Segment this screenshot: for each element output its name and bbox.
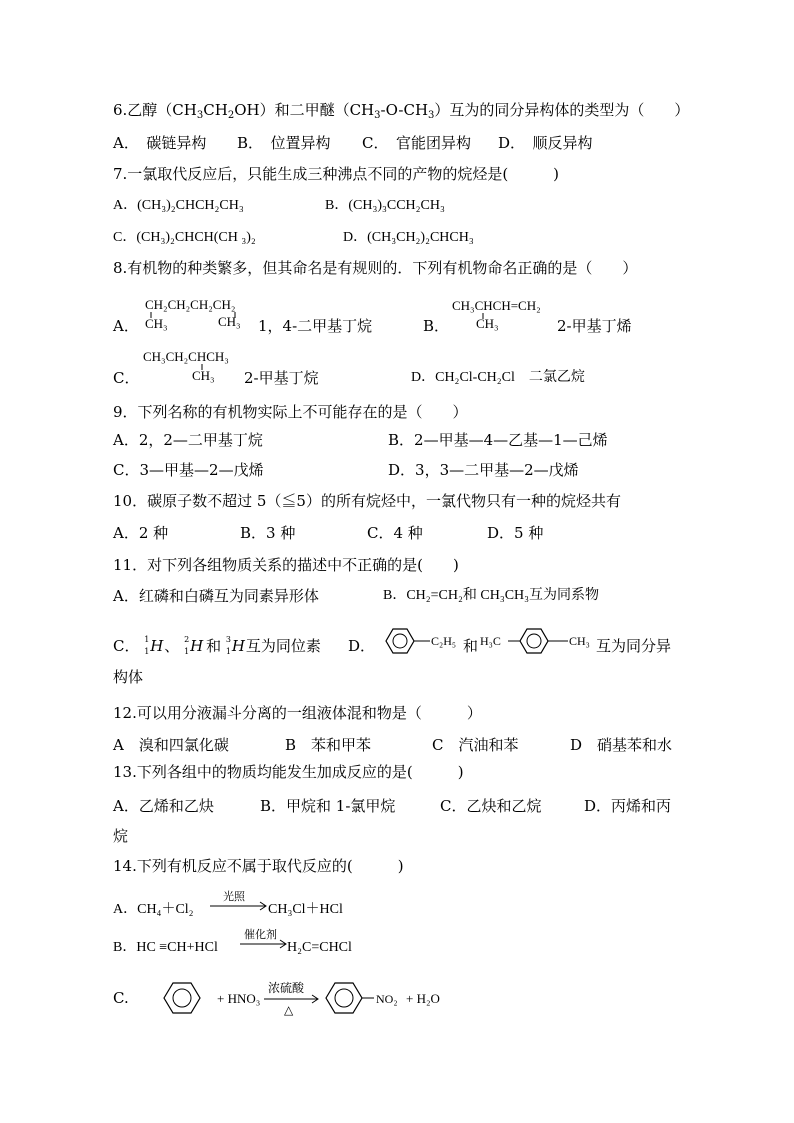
q7-stem: 7.一氯取代反应后，只能生成三种沸点不同的产物的烷烃是( ) bbox=[113, 165, 560, 183]
q9-option-d: D．3，3—二甲基—2—戊烯 bbox=[388, 461, 579, 479]
q8-stem: 8.有机物的种类繁多，但其命名是有规则的．下列有机物命名正确的是（ ） bbox=[113, 259, 638, 277]
q11-d-ethyl-label: C₂H₅ bbox=[431, 634, 457, 648]
q8-a-formula-sub1: CH₃ bbox=[145, 316, 168, 331]
q11-stem: 11．对下列各组物质关系的描述中不正确的是( ) bbox=[113, 556, 459, 574]
q11-d-xylene bbox=[480, 624, 600, 658]
q8-b-formula-main: CH₃CHCH=CH₂ bbox=[452, 298, 541, 313]
q11-d-tail: 互为同分异 bbox=[596, 637, 672, 655]
q6-option-a: A． 碳链异构 bbox=[113, 134, 207, 152]
q11-d-methyl-left: H₃C bbox=[480, 634, 501, 648]
q14-c-label: C. bbox=[113, 989, 129, 1007]
q14-b-condition: 催化剂 bbox=[244, 929, 277, 941]
q12-stem: 12.可以用分液漏斗分离的一组液体混和物是（ ） bbox=[113, 704, 482, 722]
q14-c-nitro: NO₂ bbox=[376, 992, 398, 1006]
q6-stem: 6.乙醇$(CH_3CH_2OH)$和二甲醚$(CH_3-O-CH_3)$互为的同分异构体的类型为（ ） bbox=[113, 101, 690, 121]
q8-a-structure bbox=[140, 294, 250, 334]
q6-option-b: B． 位置异构 bbox=[237, 134, 331, 152]
q8-a-label: A． bbox=[113, 317, 139, 335]
q14-c-reaction bbox=[160, 976, 460, 1026]
q7-option-c: C．(CH₃)₂CHCH(CH ₃)₂ bbox=[113, 230, 256, 245]
q12-option-c: C 汽油和苯 bbox=[432, 736, 519, 754]
q14-b-arrow bbox=[238, 926, 288, 956]
q11-d-and: 和 bbox=[463, 637, 479, 655]
q14-b-left: B．HC ≡CH+HCl bbox=[113, 940, 218, 955]
q11-c-isotope-3: 3 1 H bbox=[225, 635, 245, 656]
q8-a-formula-main: CH₂CH₂CH₂CH₂ bbox=[145, 297, 236, 312]
q13-option-a: A．乙烯和乙炔 bbox=[113, 797, 214, 815]
q8-c-label: C． bbox=[113, 369, 140, 387]
q6-option-c: C． 官能团异构 bbox=[362, 134, 471, 152]
q8-b-label: B． bbox=[423, 317, 450, 335]
q13-option-c: C．乙炔和乙烷 bbox=[440, 797, 542, 815]
q10-stem: 10．碳原子数不超过 5（≦5）的所有烷烃中，一氯代物只有一种的烷烃共有 bbox=[113, 492, 621, 510]
q8-a-formula-sub2: CH₃ bbox=[218, 314, 241, 329]
q14-b-right: H₂C=CHCl bbox=[287, 940, 352, 955]
q8-c-structure bbox=[140, 346, 250, 386]
q12-option-b: B 苯和甲苯 bbox=[285, 736, 372, 754]
q14-c-condition-top: 浓硫酸 bbox=[268, 981, 305, 995]
q13-option-b: B．甲烷和 1-氯甲烷 bbox=[260, 797, 396, 815]
q14-a-condition: 光照 bbox=[223, 891, 245, 903]
q8-b-structure bbox=[450, 294, 560, 334]
q12-option-d: D 硝基苯和水 bbox=[570, 736, 673, 754]
q11-option-c: C． 1 1 H、 2 1 H 和 3 1 H互为同位素 bbox=[113, 635, 321, 656]
q8-b-formula-sub: CH₃ bbox=[476, 316, 499, 331]
q9-option-c: C．3—甲基—2—戊烯 bbox=[113, 461, 264, 479]
q7-option-b: B．(CH₃)₃CCH₂CH₃ bbox=[325, 198, 445, 213]
q11-c-label: C． bbox=[113, 637, 140, 655]
q10-option-c: C．4 种 bbox=[367, 524, 423, 542]
q9-option-a: A．2，2—二甲基丁烷 bbox=[113, 431, 263, 449]
q12-option-a: A 溴和四氯化碳 bbox=[113, 736, 229, 754]
q14-c-water: + H₂O bbox=[406, 991, 440, 1006]
q14-a-arrow bbox=[208, 888, 268, 918]
q8-c-formula-sub: CH₃ bbox=[192, 368, 215, 383]
q11-option-b: B．CH₂=CH₂和 CH₃CH₃互为同系物 bbox=[383, 588, 600, 603]
q13-option-d-wrap: 烷 bbox=[113, 827, 129, 845]
q14-a-right: CH₃Cl＋HCl bbox=[268, 902, 343, 917]
q11-d-tail-wrap: 构体 bbox=[113, 668, 144, 686]
q11-option-a: A．红磷和白磷互为同素异形体 bbox=[113, 587, 319, 605]
q8-c-name: 2-甲基丁烷 bbox=[244, 369, 319, 387]
q13-option-d: D．丙烯和丙 bbox=[584, 797, 672, 815]
q9-option-b: B．2—甲基—4—乙基—1—己烯 bbox=[388, 431, 608, 449]
q14-c-condition-bottom: △ bbox=[284, 1003, 294, 1017]
q8-b-name: 2-甲基丁烯 bbox=[557, 317, 632, 335]
q9-stem: 9．下列名称的有机物实际上不可能存在的是（ ） bbox=[113, 403, 468, 421]
q13-stem: 13.下列各组中的物质均能发生加成反应的是( ) bbox=[113, 763, 464, 781]
q11-c-isotope-1: 1 1 H bbox=[144, 635, 164, 656]
q14-stem: 14.下列有机反应不属于取代反应的( ) bbox=[113, 857, 404, 875]
q7-option-d: D．(CH₃CH₂)₂CHCH₃ bbox=[343, 230, 474, 245]
q14-a-left: A．CH₄＋Cl₂ bbox=[113, 902, 194, 917]
q11-d-label: D． bbox=[348, 637, 376, 655]
q8-c-formula-main: CH₃CH₂CHCH₃ bbox=[143, 349, 229, 364]
q11-d-methyl-right: CH₃ bbox=[569, 634, 590, 648]
q7-option-a: A．(CH₃)₂CHCH₂CH₃ bbox=[113, 198, 244, 213]
q14-c-reagent: + HNO₃ bbox=[217, 991, 261, 1006]
q8-a-name: 1，4-二甲基丁烷 bbox=[258, 317, 373, 335]
q10-option-d: D．5 种 bbox=[487, 524, 544, 542]
q6-option-d: D． 顺反异构 bbox=[498, 134, 593, 152]
q11-d-ethylbenzene bbox=[378, 624, 468, 658]
q11-c-isotope-2: 2 1 H bbox=[184, 635, 204, 656]
q8-option-d: D．CH₂Cl-CH₂Cl 二氯乙烷 bbox=[411, 370, 585, 385]
q10-option-a: A．2 种 bbox=[113, 524, 169, 542]
q10-option-b: B．3 种 bbox=[240, 524, 296, 542]
